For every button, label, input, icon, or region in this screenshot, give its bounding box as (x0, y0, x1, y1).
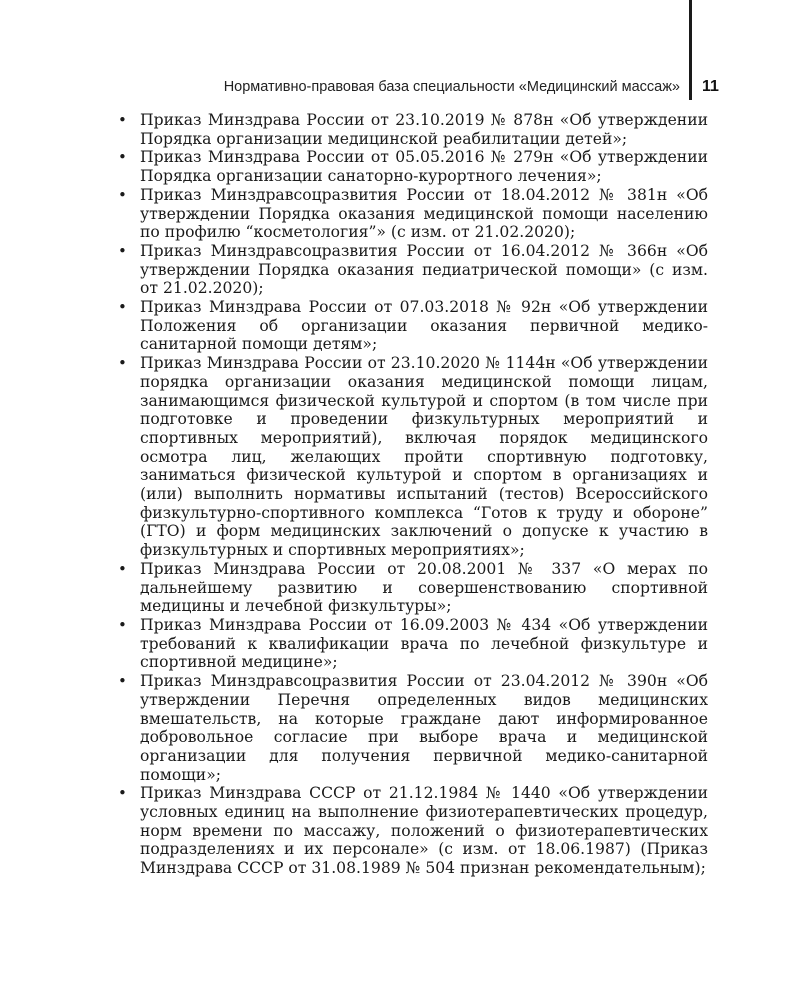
list-item (118, 186, 708, 242)
header-vertical-rule (689, 0, 692, 100)
bullet-icon: • (118, 615, 127, 634)
list-item (118, 298, 708, 354)
list-item-text: Приказ Минздрава России от 23.10.2020 № 1144н «Об утверждении порядка организации оказания медицинской помощи лицам, занимающимся физической культурой и спортом (в том числе при подготовке и проведении физкультурных мероприятий и спортивных мероприятий), включая порядок медицинского осмотра лиц, желающих пройти спортивную подготовку, заниматься физической культурой и спортом в организациях и (или) выполнить нормативы испытаний (тестов) Всероссийского физкультурно-спортивного комплекса “Готов к труду и обороне” (ГТО) и форм медицинских заключений о допуске к участию в физкультурных и спортивных мероприятиях»; (140, 354, 708, 560)
list-item (118, 111, 708, 148)
bullet-icon: • (118, 354, 127, 373)
list-item (118, 242, 708, 298)
list-item (118, 616, 708, 672)
list-item (118, 354, 708, 560)
list-item-text: Приказ Минздрава России от 16.09.2003 № 434 «Об утверждении требований к квалификации врача по лечебной физкультуре и спортивной медицине»; (140, 615, 708, 672)
list-item (118, 784, 708, 878)
list-item-text: Приказ Минздрава России от 07.03.2018 № 92н «Об утверждении Положения об организации оказания первичной медико-санитарной помощи детям»; (140, 298, 708, 354)
list-item-text: Приказ Минздрава России от 23.10.2019 № 878н «Об утверждении Порядка организации медицинской реабилитации детей»; (140, 111, 708, 148)
bullet-icon: • (118, 298, 127, 317)
list-item (118, 560, 708, 616)
bullet-icon: • (118, 559, 127, 578)
list-item (118, 148, 708, 185)
bullet-icon: • (118, 148, 127, 167)
list-item-text: Приказ Минздрава СССР от 21.12.1984 № 1440 «Об утверждении условных единиц на выполнение физиотерапевтических процедур, норм времени по массажу, положений о физиотерапевтических подразделениях и их персонале» (с изм. от 18.06.1987) (Приказ Минздрава СССР от 31.08.1989 № 504 признан рекомендательным); (140, 784, 708, 878)
bullet-icon: • (118, 185, 127, 204)
bullet-icon: • (118, 784, 127, 803)
bullet-icon: • (118, 241, 127, 260)
page-number: 11 (702, 78, 719, 95)
bullet-icon: • (118, 111, 127, 129)
list-item-text: Приказ Минздравсоцразвития России от 18.04.2012 № 381н «Об утверждении Порядка оказания медицинской помощи населению по профилю “косметология”» (с изм. от 21.02.2020); (140, 185, 708, 242)
regulations-list (118, 111, 708, 878)
list-item-text: Приказ Минздрава России от 20.08.2001 № 337 «О мерах по дальнейшему развитию и совершенствованию спортивной медицины и лечебной физкультуры»; (140, 559, 708, 616)
bullet-icon: • (118, 672, 127, 691)
list-item-text: Приказ Минздравсоцразвития России от 16.04.2012 № 366н «Об утверждении Порядка оказания педиатрической помощи» (с изм. от 21.02.2020); (140, 241, 708, 298)
list-item-text: Приказ Минздравсоцразвития России от 23.04.2012 № 390н «Об утверждении Перечня определенных видов медицинских вмешательств, на которые граждане дают информированное добровольное согласие при выборе врача и медицинской организации для получения первичной медико-санитарной помощи»; (140, 672, 708, 784)
running-title: Нормативно-правовая база специальности «Медицинский массаж» (223, 79, 680, 95)
list-item-text: Приказ Минздрава России от 05.05.2016 № 279н «Об утверждении Порядка организации санаторно-курортного лечения»; (140, 148, 708, 186)
list-item (118, 672, 708, 784)
